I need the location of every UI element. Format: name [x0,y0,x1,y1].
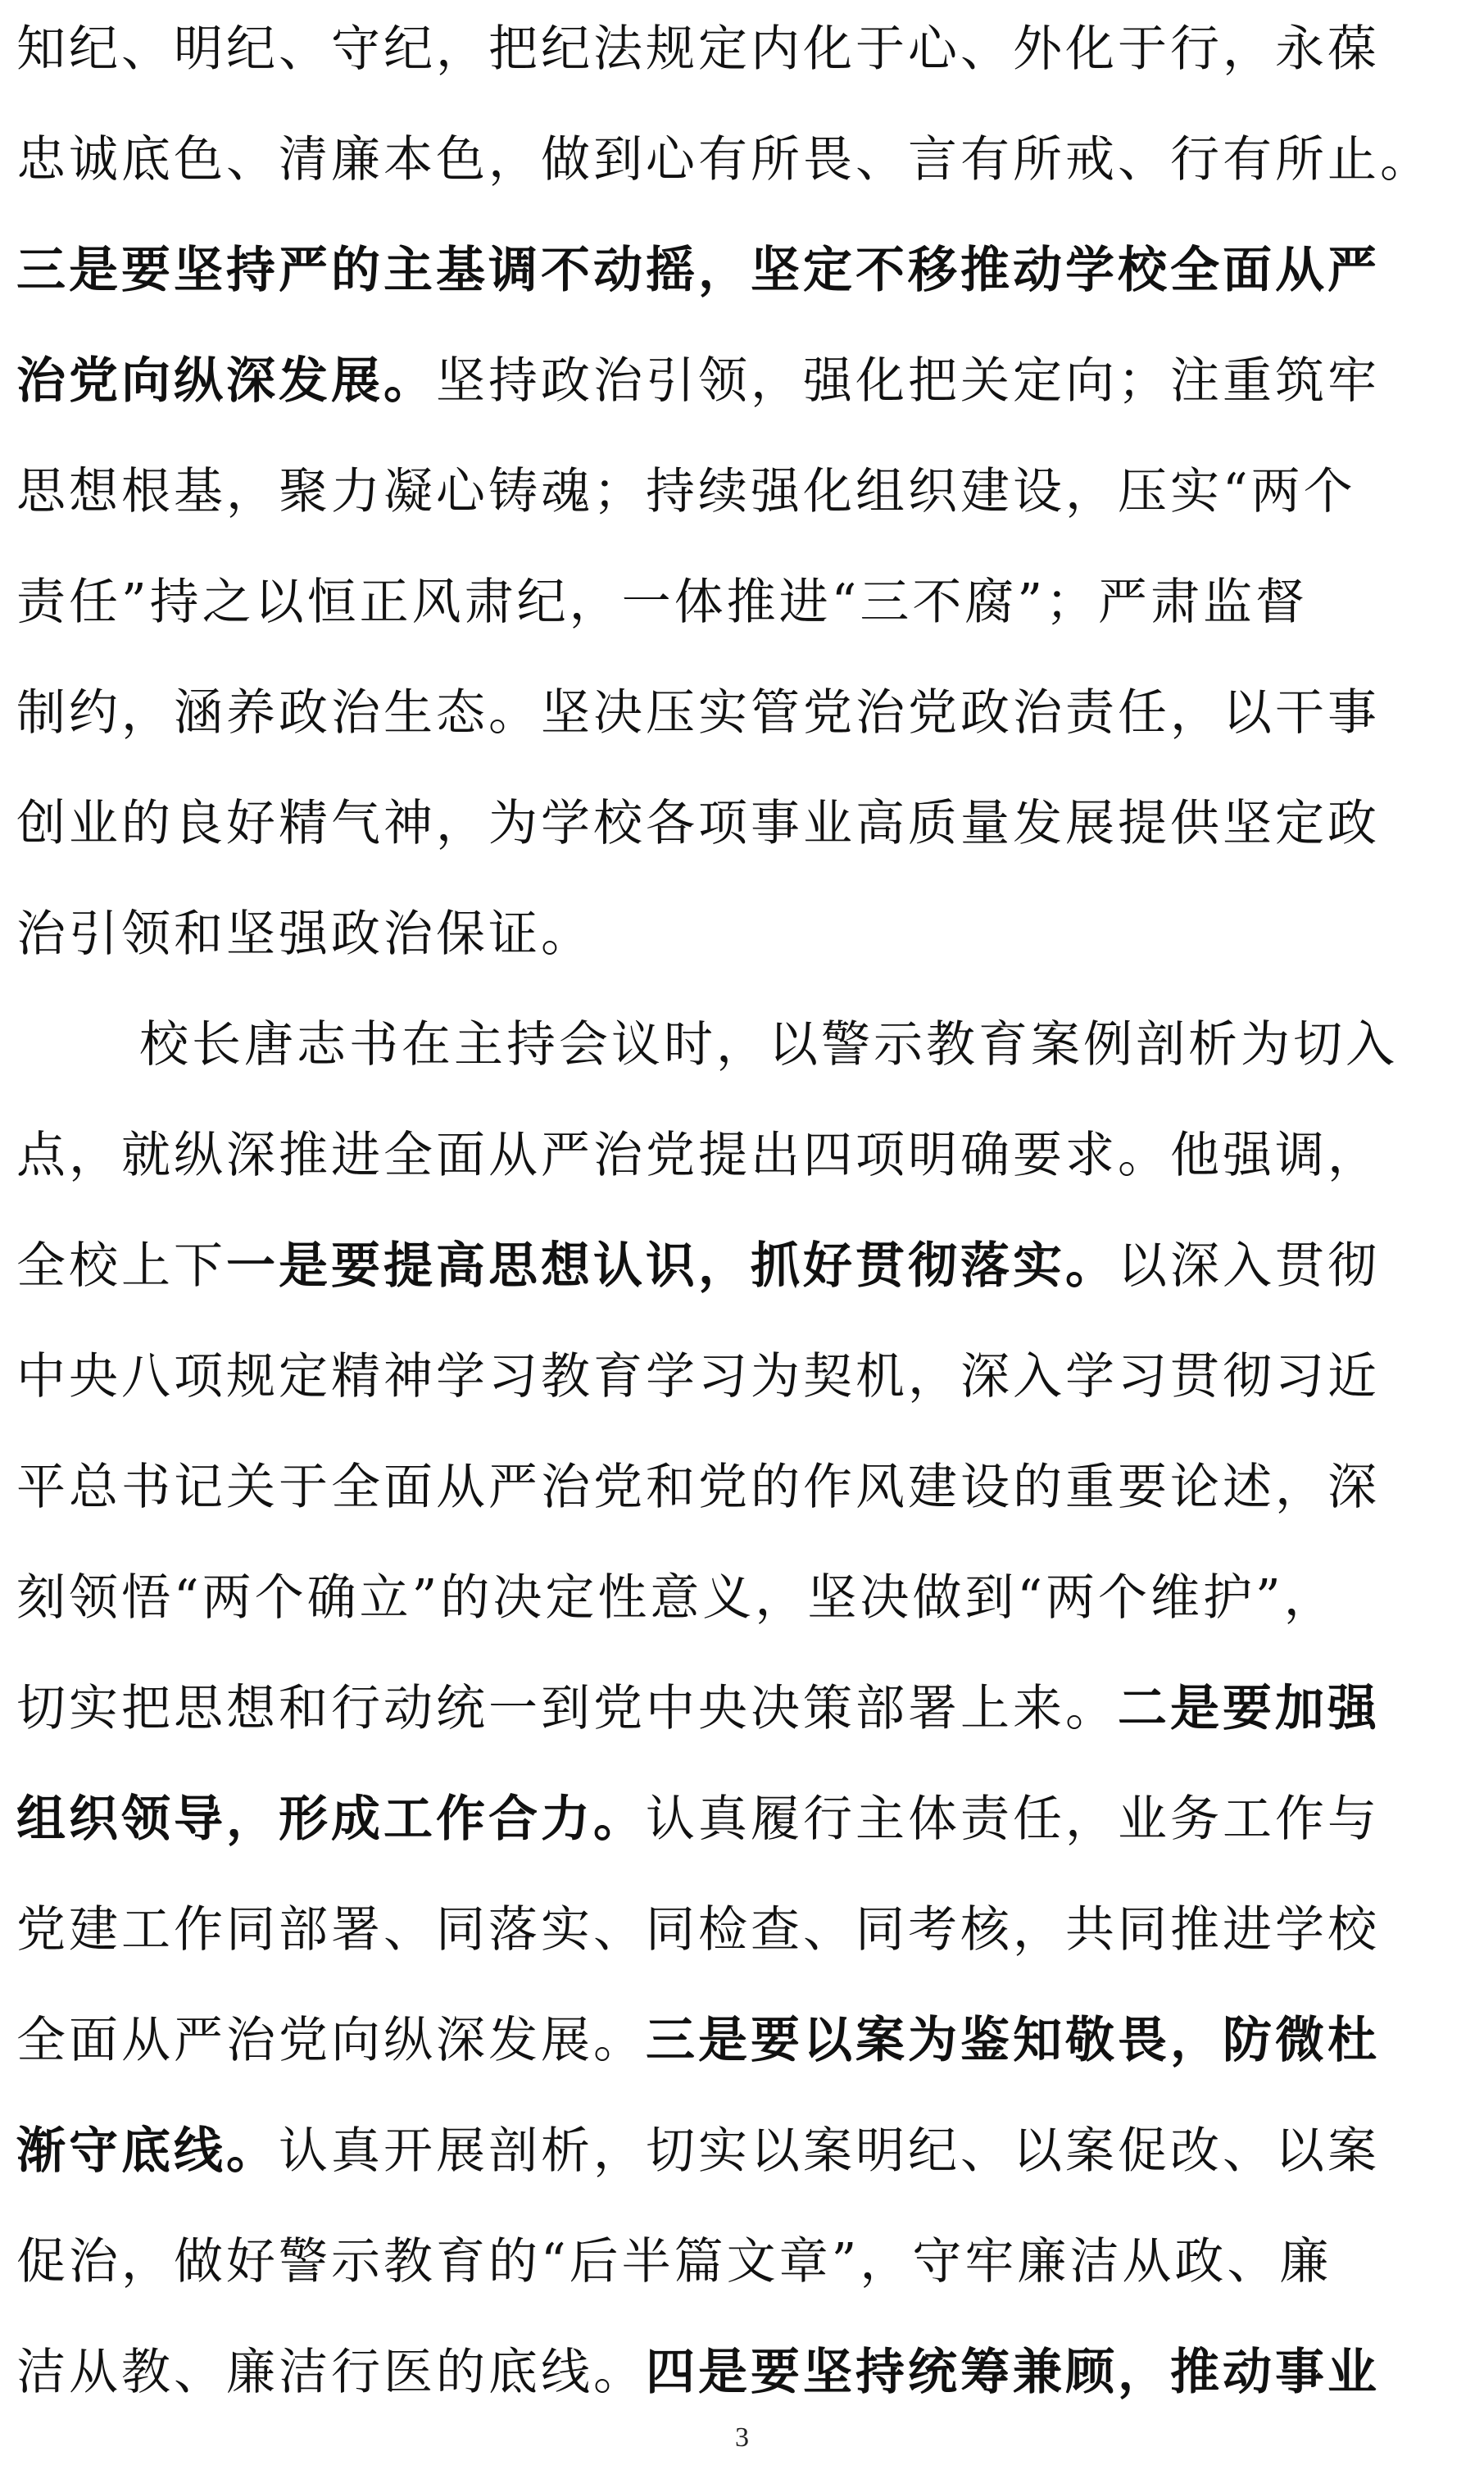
text-line [16,2213,1470,2311]
text-line [16,2323,1470,2422]
bold-text-segment: 渐守底线。 [16,2122,279,2180]
text-line [16,1881,1470,1979]
text-segment: 校长唐志书在主持会议时，以警示教育案例剖析为切入 [139,1016,1398,1074]
bold-text-segment: 二是要加强 [1118,1680,1380,1737]
text-segment: 全校上下 [16,1237,226,1295]
text-line [16,332,1470,430]
text-segment: 全面从严治党向纵深发展。 [16,2012,646,2069]
text-segment: 认真开展剖析，切实以案明纪、以案促改、以案 [279,2122,1380,2180]
text-segment: 促治，做好警示教育的“后半篇文章”，守牢廉洁从政、廉 [16,2233,1332,2290]
text-segment: 平总书记关于全面从严治党和党的作风建设的重要论述，深 [16,1459,1380,1516]
text-line [16,553,1470,651]
text-segment: 中央八项规定精神学习教育学习为契机，深入学习贯彻习近 [16,1348,1380,1405]
text-line [16,1328,1470,1426]
bold-text-segment: 三是要以案为鉴知敬畏，防微杜 [646,2012,1380,2069]
text-segment: 知纪、明纪、守纪，把纪法规定内化于心、外化于行，永葆 [16,20,1380,78]
text-segment: 思想根基，聚力凝心铸魂；持续强化组织建设，压实“两个 [16,463,1356,520]
text-line [16,2102,1470,2200]
text-line [16,1549,1470,1647]
text-line [16,996,1470,1094]
text-segment: 创业的良好精气神，为学校各项事业高质量发展提供坚定政 [16,795,1380,852]
text-line [16,443,1470,541]
text-line [16,1438,1470,1537]
text-segment: 切实把思想和行动统一到党中央决策部署上来。 [16,1680,1118,1737]
bold-text-segment: 三是要坚持严的主基调不动摇，坚定不移推动学校全面从严 [16,242,1380,299]
text-line [16,1217,1470,1315]
bold-text-segment: 治党向纵深发展。 [16,352,436,410]
text-line [16,885,1470,983]
text-segment: 忠诚底色、清廉本色，做到心有所畏、言有所戒、行有所止。 [16,131,1432,188]
bold-text-segment: 组织领导，形成工作合力。 [16,1791,646,1848]
bold-text-segment: 四是要坚持统筹兼顾，推动事业 [646,2344,1380,2401]
bold-text-segment: 一是要提高思想认识，抓好贯彻落实。 [226,1237,1118,1295]
text-segment: 党建工作同部署、同落实、同检查、同考核，共同推进学校 [16,1901,1380,1959]
text-segment: 点，就纵深推进全面从严治党提出四项明确要求。他强调， [16,1127,1380,1184]
text-segment: 坚持政治引领，强化把关定向；注重筑牢 [436,352,1380,410]
text-segment: 刻领悟“两个确立”的决定性意义，坚决做到“两个维护”， [16,1569,1337,1627]
text-segment: 制约，涵养政治生态。坚决压实管党治党政治责任，以干事 [16,684,1380,742]
text-line [16,221,1470,320]
text-segment: 洁从教、廉洁行医的底线。 [16,2344,646,2401]
text-segment: 责任”持之以恒正风肃纪，一体推进“三不腐”；严肃监督 [16,574,1309,631]
text-line [16,0,1470,98]
text-line [16,1770,1470,1868]
text-segment: 治引领和坚强政治保证。 [16,906,593,963]
text-line [16,111,1470,209]
text-line [16,774,1470,873]
text-segment: 认真履行主体责任，业务工作与 [646,1791,1380,1848]
text-segment: 以深入贯彻 [1118,1237,1380,1295]
text-line [16,1106,1470,1205]
text-line [16,1659,1470,1758]
text-line [16,1991,1470,2090]
text-line [16,664,1470,762]
page-number: 3 [735,2422,749,2453]
